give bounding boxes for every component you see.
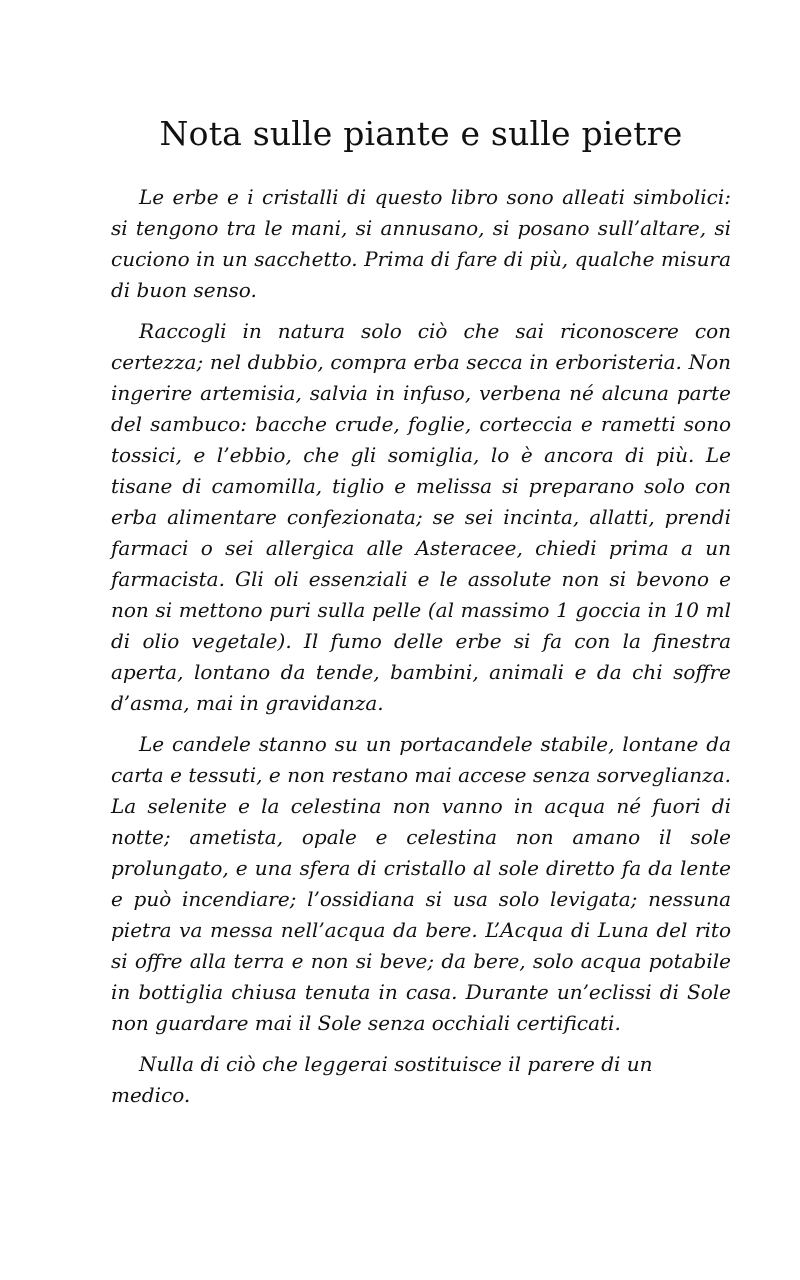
page-title: Nota sulle piante e sulle pietre	[159, 114, 683, 153]
paragraph-disclaimer: Nulla di ciò che leggerai sostituisce il parere di un medico.	[111, 1052, 653, 1107]
page-body	[111, 182, 731, 1121]
book-page	[111, 0, 731, 1280]
paragraph-intro: Le erbe e i cristalli di questo libro sono alleati simbolici: si tengono tra le mani, si annusano, si posano sull’altare, si cuciono in un sacchetto. Prima di fare di più, qualche misura di buon senso.	[111, 185, 731, 302]
paragraph-stones: Le candele stanno su un portacandele stabile, lontane da carta e tessuti, e non restano mai accese senza sorveglianza. La selenite e la celestina non vanno in acqua né fuori di notte; ametista, opale e celestina non amano il sole prolungato, e una sfera di cristallo al sole diretto fa da lente e può incendiare; l’ossidiana si usa solo levigata; nessuna pietra va messa nell’acqua da bere. L’Acqua di Luna del rito si offre alla terra e non si beve; da bere, solo acqua potabile in bottiglia chiusa tenuta in casa. Durante un’eclissi di Sole non guardare mai il Sole senza occhiali certificati.	[111, 732, 731, 1035]
paragraph-plants: Raccogli in natura solo ciò che sai riconoscere con certezza; nel dubbio, compra erba secca in erboristeria. Non ingerire artemisia, salvia in infuso, verbena né alcuna parte del sambuco: bacche crude, foglie, corteccia e rametti sono tossici, e l’ebbio, che gli somiglia, lo è ancora di più. Le tisane di camomilla, tiglio e melissa si preparano solo con erba alimentare confezionata; se sei incinta, allatti, prendi farmaci o sei allergica alle Asteracee, chiedi prima a un farmacista. Gli oli essenziali e le assolute non si bevono e non si mettono puri sulla pelle (al massimo 1 goccia in 10 ml di olio vegetale). Il fumo delle erbe si fa con la finestra aperta, lontano da tende, bambini, animali e da chi soffre d’asma, mai in gravidanza.	[111, 319, 731, 715]
